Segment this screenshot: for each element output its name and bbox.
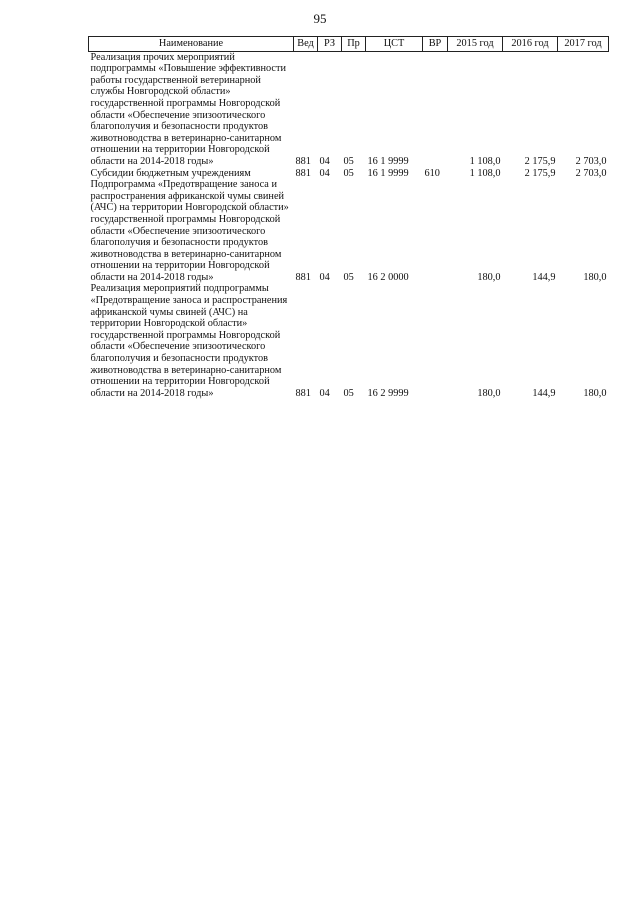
- header-rz: РЗ: [318, 37, 342, 52]
- row-name: Подпрограмма «Предотвращение заноса и распространения африканской чумы свиней (АЧС) на территории Новгородской области» государственной программы Новгородской области «Обеспечение эпизоотического благополучия и безопасности продуктов животноводства в ветеринарно-санитарном отношении на территории Новгородской области на 2014-2018 годы»: [90, 179, 289, 283]
- row-rz: 04: [319, 387, 330, 399]
- row-cst: 16 2 0000: [367, 271, 409, 283]
- row-2017: 180,0: [583, 271, 607, 283]
- row-2016: 2 175,9: [524, 167, 556, 179]
- row-2016: 144,9: [532, 387, 556, 399]
- row-2017: 2 703,0: [575, 167, 607, 179]
- row-2017: 180,0: [583, 387, 607, 399]
- header-name: Наименование: [89, 37, 294, 52]
- row-vr: [423, 51, 448, 167]
- budget-table: [88, 36, 609, 399]
- row-2016: 144,9: [532, 271, 556, 283]
- header-pr: Пр: [342, 37, 366, 52]
- header-2016: 2016 год: [503, 37, 558, 52]
- row-2015: 180,0: [477, 271, 501, 283]
- row-pr: 05: [343, 387, 354, 399]
- row-ved: 881: [295, 387, 311, 399]
- row-vr: 610: [424, 167, 440, 179]
- table-row: [89, 179, 609, 283]
- header-row: [89, 37, 609, 52]
- header-2017: 2017 год: [558, 37, 609, 52]
- header-2015: 2015 год: [448, 37, 503, 52]
- row-cst: 16 1 9999: [367, 155, 409, 167]
- row-cst: 16 2 9999: [367, 387, 409, 399]
- row-cst: 16 1 9999: [367, 167, 409, 179]
- row-rz: 04: [319, 271, 330, 283]
- row-pr: 05: [343, 167, 354, 179]
- row-rz: 04: [319, 155, 330, 167]
- row-name: Реализация мероприятий подпрограммы «Предотвращение заноса и распространения африканской чумы свиней (АЧС) на территории Новгородской области» государственной программы Новгородской области «Обеспечение эпизоотического благополучия и безопасности продуктов животноводства в ветеринарно-санитарном отношении на территории Новгородской области на 2014-2018 годы»: [90, 283, 288, 399]
- table-row: [89, 168, 609, 180]
- row-2015: 180,0: [477, 387, 501, 399]
- row-vr: [423, 179, 448, 283]
- row-2017: 2 703,0: [575, 155, 607, 167]
- row-vr: [423, 283, 448, 399]
- header-cst: ЦСТ: [366, 37, 423, 52]
- row-2016: 2 175,9: [524, 155, 556, 167]
- row-name: Реализация прочих мероприятий подпрограммы «Повышение эффективности работы государственной ветеринарной службы Новгородской области» государственной программы Новгородской области «Обеспечение эпизоотического благополучия и безопасности продуктов животноводства в ветеринарно-санитарном отношении на территории Новгородской области на 2014-2018 годы»: [90, 51, 286, 167]
- header-vr: ВР: [423, 37, 448, 52]
- row-name: Субсидии бюджетным учреждениям: [90, 167, 251, 179]
- page-number: 95: [313, 11, 327, 26]
- table-row: [89, 283, 609, 399]
- row-2015: 1 108,0: [469, 167, 501, 179]
- row-ved: 881: [295, 271, 311, 283]
- table-row: [89, 51, 609, 167]
- row-pr: 05: [343, 155, 354, 167]
- row-ved: 881: [295, 155, 311, 167]
- row-rz: 04: [319, 167, 330, 179]
- row-ved: 881: [295, 167, 311, 179]
- header-ved: Вед: [294, 37, 318, 52]
- row-pr: 05: [343, 271, 354, 283]
- row-2015: 1 108,0: [469, 155, 501, 167]
